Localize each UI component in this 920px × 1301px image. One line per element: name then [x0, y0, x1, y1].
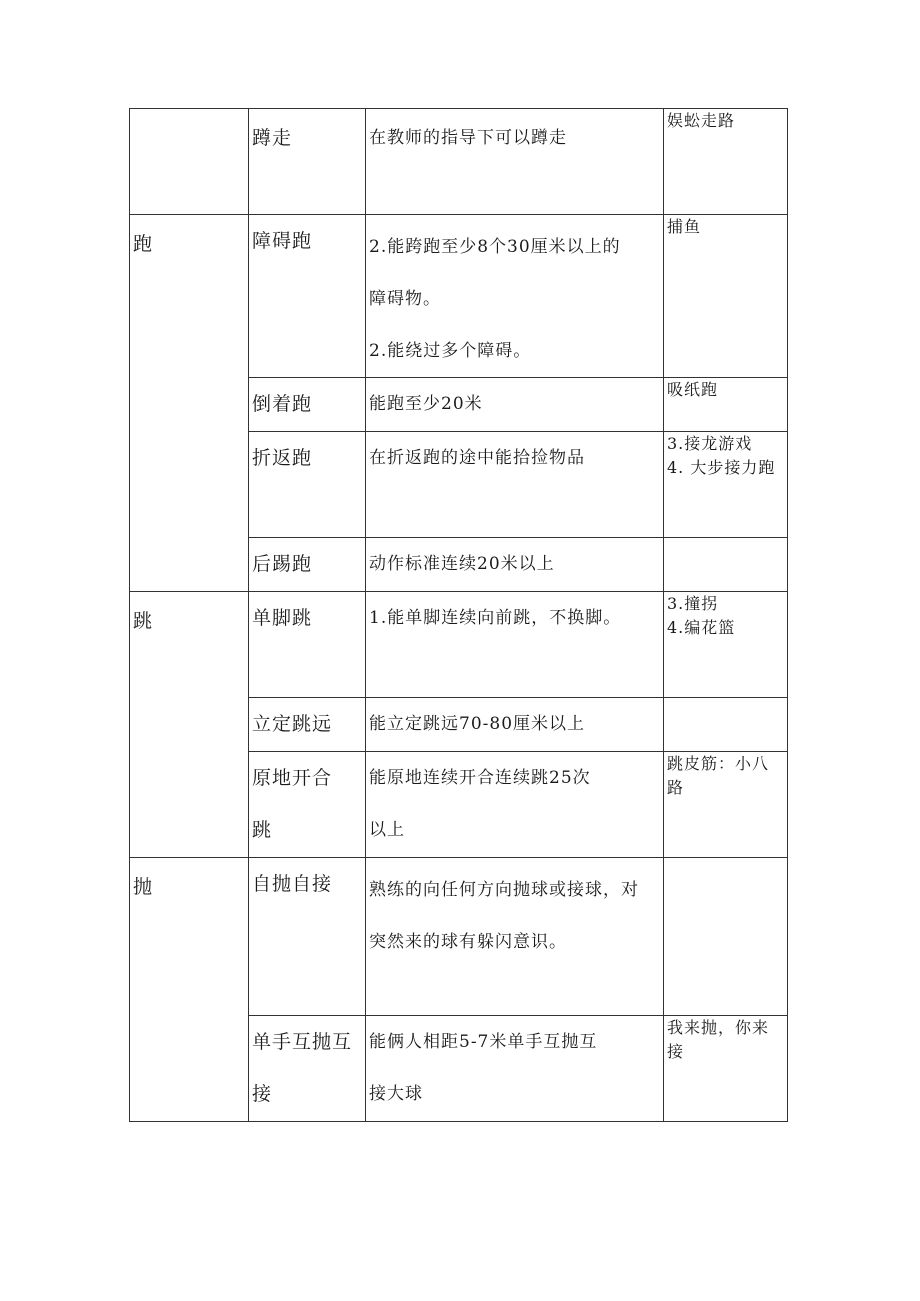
- goal-cell: [366, 858, 664, 1016]
- goal-cell: [366, 538, 664, 592]
- category-cell: [130, 858, 249, 1122]
- activity-cell: [249, 432, 366, 538]
- game-cell: [664, 1016, 788, 1122]
- activity-cell: [249, 592, 366, 698]
- table-row: [130, 215, 788, 378]
- category-text: 跳: [133, 610, 153, 632]
- activity-text: 原地开合: [252, 767, 333, 789]
- activity-text: 折返跑: [252, 447, 313, 469]
- activity-text: 后踢跑: [252, 553, 313, 575]
- activity-text: 接: [252, 1083, 273, 1105]
- game-text: 4. 大步接力跑: [667, 458, 776, 477]
- goal-text: 接大球: [369, 1084, 423, 1104]
- goal-text: 能俩人相距5-7米单手互抛互: [369, 1032, 598, 1052]
- table-row: [130, 592, 788, 698]
- activity-cell: [249, 752, 366, 858]
- game-text: 跳皮筋：小八: [667, 754, 770, 773]
- goal-text: 动作标准连续20米以上: [369, 554, 555, 574]
- game-text: 4.编花篮: [667, 618, 736, 637]
- goal-text: 能原地连续开合连续跳25次: [369, 768, 591, 788]
- goal-cell: [366, 432, 664, 538]
- game-cell: [664, 698, 788, 752]
- activity-text: 单脚跳: [252, 607, 313, 629]
- goal-text: 熟练的向任何方向抛球或接球，对: [369, 880, 639, 900]
- activity-text: 障碍跑: [252, 230, 313, 252]
- category-cell: [130, 592, 249, 858]
- goal-text: 突然来的球有躲闪意识。: [369, 932, 567, 952]
- goal-cell: [366, 215, 664, 378]
- game-text: 路: [667, 778, 685, 797]
- game-text: 接: [667, 1042, 685, 1061]
- activity-cell: [249, 1016, 366, 1122]
- activity-text: 自抛自接: [252, 873, 333, 895]
- activity-cell: [249, 858, 366, 1016]
- table-row: [130, 109, 788, 215]
- goal-cell: [366, 698, 664, 752]
- goal-cell: [366, 109, 664, 215]
- game-text: 我来抛，你来: [667, 1018, 770, 1037]
- goal-cell: [366, 378, 664, 432]
- game-cell: [664, 432, 788, 538]
- goal-text: 障碍物。: [369, 289, 441, 309]
- table-row: [130, 858, 788, 1016]
- activity-cell: [249, 698, 366, 752]
- game-cell: [664, 215, 788, 378]
- activity-text: 立定跳远: [252, 713, 333, 735]
- game-cell: [664, 109, 788, 215]
- goal-text: 在教师的指导下可以蹲走: [369, 128, 567, 148]
- activity-text: 倒着跑: [252, 393, 313, 415]
- activity-cell: [249, 538, 366, 592]
- category-cell: [130, 215, 249, 592]
- activity-cell: [249, 378, 366, 432]
- goal-cell: [366, 592, 664, 698]
- game-text: 捕鱼: [667, 217, 702, 236]
- goal-text: 能立定跳远70-80厘米以上: [369, 714, 586, 734]
- game-cell: [664, 538, 788, 592]
- activity-cell: [249, 109, 366, 215]
- game-text: 娱蚣走路: [667, 111, 736, 130]
- activity-cell: [249, 215, 366, 378]
- game-cell: [664, 752, 788, 858]
- category-text: 抛: [133, 876, 153, 898]
- goal-text: 2.能绕过多个障碍。: [369, 341, 532, 361]
- goal-cell: [366, 1016, 664, 1122]
- game-cell: [664, 858, 788, 1016]
- goal-text: 1.能单脚连续向前跳，不换脚。: [369, 608, 622, 628]
- game-cell: [664, 592, 788, 698]
- activity-text: 蹲走: [252, 127, 293, 149]
- goal-text: 在折返跑的途中能拾捡物品: [369, 448, 585, 468]
- game-text: 吸纸跑: [667, 380, 719, 399]
- goal-text: 能跑至少20米: [369, 394, 483, 414]
- game-text: 3.接龙游戏: [667, 434, 753, 453]
- category-cell: [130, 109, 249, 215]
- category-text: 跑: [133, 233, 153, 255]
- goal-text: 以上: [369, 820, 405, 840]
- game-cell: [664, 378, 788, 432]
- goal-text: 2.能跨跑至少8个30厘米以上的: [369, 237, 621, 257]
- activity-text: 跳: [252, 819, 273, 841]
- activity-table: [129, 108, 788, 1122]
- goal-cell: [366, 752, 664, 858]
- activity-text: 单手互抛互: [252, 1031, 353, 1053]
- game-text: 3.撞拐: [667, 594, 719, 613]
